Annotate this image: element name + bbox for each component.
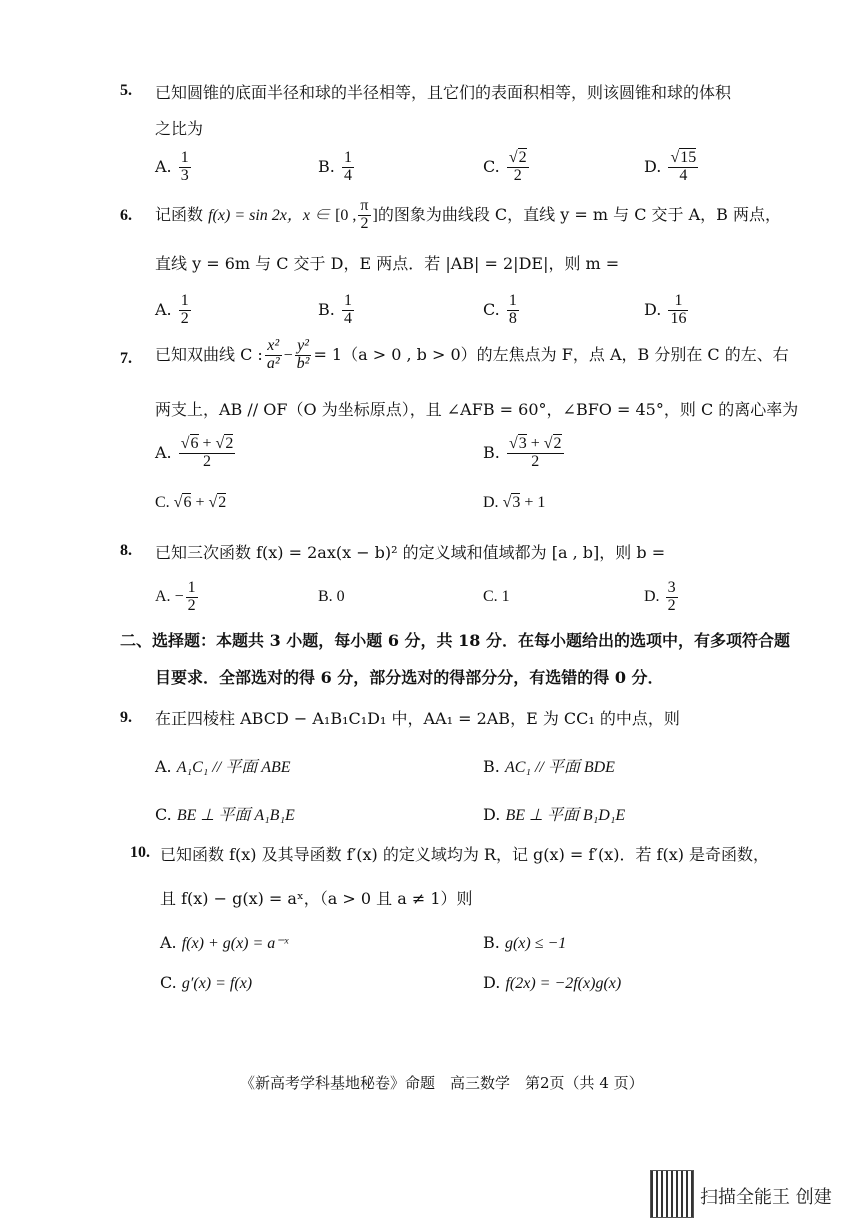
option-c [483,150,531,185]
option-label: C. [483,156,500,176]
option-b: B. $\frac{√3 + √2}{2}$ [483,435,562,470]
option-c: C. g′(x) = f(x) [160,973,253,992]
option-label: A. [155,299,172,319]
option-label: C. [155,494,170,511]
option-d: D. $\frac{3}{2}$ [644,579,676,614]
option-label: D. [644,587,660,605]
option-a: A. f(x) + g(x) = a⁻ˣ [160,933,289,952]
option-d: D. √3 + 1 [483,494,546,511]
qr-logo-icon [650,1170,694,1218]
option-c: C. $\frac{1}{8}$ [483,292,517,327]
section-heading: 二、选择题：本题共 3 小题，每小题 6 分，共 18 分．在每小题给出的选项中，有多项符合题 [120,631,790,650]
option-label: B. [483,442,500,462]
question-number: 6. [120,207,132,224]
option-a [155,150,193,185]
question-text: 直线 y = 6m 与 C 交于 D，E 两点．若 |AB| = 2|DE|，则 m = [155,254,620,273]
question-number: 5. [120,82,132,99]
option-label: A. [155,156,172,176]
page-footer: 《新高考学科基地秘卷》命题 高三数学 第2页（共 4 页） [240,1074,644,1092]
option-label: A. [155,757,172,776]
option-c: C. 1 [483,588,510,605]
fraction: $\frac{√15}{4}$ [670,149,697,184]
option-label: D. [483,494,499,511]
option-label: A. [155,442,172,462]
question-number: 10. [130,844,150,861]
option-c: C. √6 + √2 [155,494,227,511]
question-text: 已知圆锥的底面半径和球的半径相等，且它们的表面积相等，则该圆锥和球的体积 [155,83,732,102]
option-label: C. [160,973,177,992]
option-label: A. [155,587,171,605]
question-number: 9. [120,709,132,726]
option-a: A. $\frac{√6 + √2}{2}$ [155,435,234,470]
question-text: 且 f(x) − g(x) = aˣ，（a > 0 且 a ≠ 1）则 [160,889,473,908]
option-b: B. g(x) ≤ −1 [483,933,567,952]
option-d: D. BE ⊥ 平面 B₁D₁E [483,805,626,824]
option-b [318,150,356,185]
fraction: $\frac{1}{4}$ [343,149,352,184]
option-label: B. [318,299,335,319]
option-label: B. [318,156,335,176]
option-a: A. A₁C₁ // 平面 ABE [155,757,291,776]
option-label: C. [483,299,500,319]
option-label: C. [155,805,172,824]
question-text: 已知双曲线 C : $\frac{\text{x²}}{\text{a²}}$ − $\frac{\text{y²}}{\text{b²}}$ = 1（a > 0 , b > 0）的左焦点为 F，点 A，B 分别在 C 的左、右 [155,337,789,372]
option-label: C. [483,588,498,605]
option-a: A. − $\frac{1}{2}$ [155,579,196,614]
option-b: B. $\frac{1}{4}$ [318,292,352,327]
question-text: 记函数 f(x) = sin 2x，x ∈ [0 , $\frac{\pi}{2}$ ]的图象为曲线段 C，直线 y = m 与 C 交于 A，B 两点， [155,197,782,232]
option-label: D. [644,299,662,319]
option-d [644,150,700,185]
option-label: B. [318,588,333,605]
question-text: 在正四棱柱 ABCD − A₁B₁C₁D₁ 中，AA₁ = 2AB，E 为 CC₁ 的中点，则 [155,709,680,728]
option-a: A. $\frac{1}{2}$ [155,292,189,327]
question-text: 两支上，AB // OF（O 为坐标原点），且 ∠AFB = 60°，∠BFO = 45°，则 C 的离心率为 [155,400,799,419]
option-label: A. [160,933,177,952]
option-d: D. $\frac{1}{16}$ [644,292,687,327]
option-label: B. [483,933,500,952]
question-text: 已知函数 f(x) 及其导函数 f′(x) 的定义域均为 R，记 g(x) = f′(x)．若 f(x) 是奇函数， [160,845,770,864]
question-number: 8. [120,542,132,559]
fraction: $\frac{√2}{2}$ [508,149,527,184]
fraction: $\frac{1}{3}$ [180,149,189,184]
option-label: D. [644,156,662,176]
option-label: D. [483,805,501,824]
question-number: 7. [120,350,132,367]
option-b: B. 0 [318,588,345,605]
option-d: D. f(2x) = −2f(x)g(x) [483,973,622,992]
option-label: B. [483,757,500,776]
question-text: 之比为 [155,119,204,138]
scanner-watermark: 扫描全能王 创建 [700,1187,832,1208]
option-label: D. [483,973,501,992]
question-text: 已知三次函数 f(x) = 2ax(x − b)² 的定义域和值域都为 [a , b]，则 b = [155,543,666,562]
option-b: B. AC₁ // 平面 BDE [483,757,615,776]
section-heading: 目要求．全部选对的得 6 分，部分选对的得部分分，有选错的得 0 分． [155,668,664,687]
option-c: C. BE ⊥ 平面 A₁B₁E [155,805,295,824]
